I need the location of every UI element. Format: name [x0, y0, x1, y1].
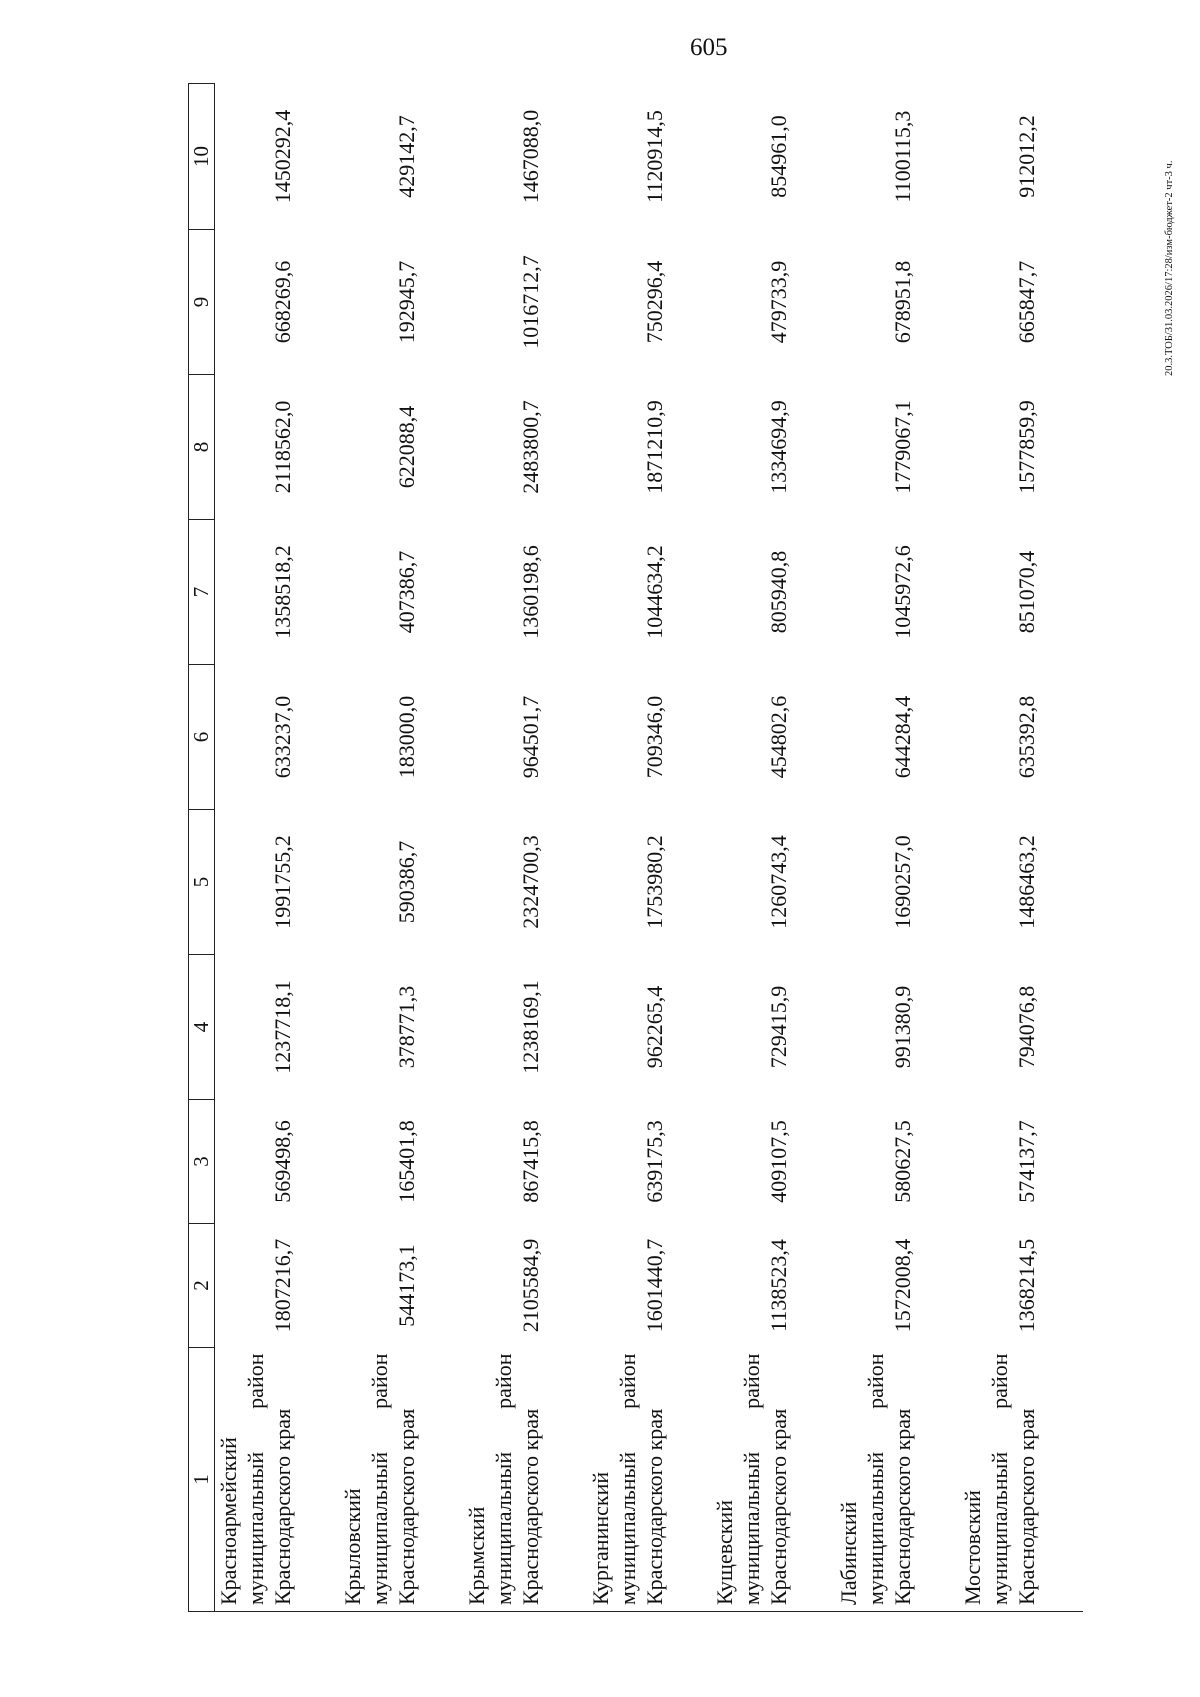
- value-cell: 668269,6: [270, 260, 295, 344]
- value-cell: 1360198,6: [518, 545, 543, 639]
- value-cell: 165401,8: [394, 1120, 419, 1203]
- value-cell: 1100115,3: [890, 110, 915, 203]
- page-number: 605: [690, 34, 728, 61]
- region-name-cell: Лабинский муниципальный район Краснодарского края: [835, 1348, 959, 1612]
- value-cell: 2118562,0: [270, 400, 295, 494]
- value-cell: 1358518,2: [270, 545, 295, 639]
- value-cell: 569498,6: [270, 1120, 295, 1203]
- value-cell: 1601440,7: [642, 1238, 667, 1333]
- header-cell: 7: [189, 520, 215, 665]
- value-cell: 544173,1: [394, 1244, 419, 1327]
- table-row: [835, 84, 959, 1612]
- header-cell: 2: [189, 1224, 215, 1348]
- value-cell: 1779067,1: [890, 400, 915, 494]
- value-cell: 580627,5: [890, 1120, 915, 1203]
- value-cell: 665847,7: [1014, 260, 1039, 344]
- value-cell: 574137,7: [1014, 1120, 1039, 1203]
- table-row: [339, 84, 463, 1612]
- value-cell: 678951,8: [890, 260, 915, 344]
- document-footer-code: 20.3.ТОБ/31.03.2026/17:28/изм-бюджет-2 чт-3 ч.: [1164, 160, 1175, 376]
- value-cell: 729415,9: [766, 985, 791, 1069]
- value-cell: 429142,7: [394, 115, 419, 198]
- value-cell: 1044634,2: [642, 545, 667, 639]
- value-cell: 2105584,9: [518, 1238, 543, 1333]
- table-row: [959, 84, 1083, 1612]
- value-cell: 1334694,9: [766, 400, 791, 494]
- value-cell: 644284,4: [890, 695, 915, 779]
- value-cell: 1577859,9: [1014, 400, 1039, 494]
- value-cell: 794076,8: [1014, 985, 1039, 1069]
- region-name-cell: Красноармейский муниципальный район Краснодарского края: [215, 1348, 340, 1612]
- value-cell: 854961,0: [766, 115, 791, 198]
- budget-table: [188, 83, 1083, 1612]
- value-cell: 1016712,7: [518, 255, 543, 349]
- value-cell: 867415,8: [518, 1120, 543, 1203]
- value-cell: 1368214,5: [1014, 1238, 1039, 1333]
- value-cell: 1260743,4: [766, 835, 791, 929]
- value-cell: 378771,3: [394, 985, 419, 1069]
- value-cell: 1467088,0: [518, 109, 543, 204]
- header-cell: 3: [189, 1100, 215, 1224]
- value-cell: 1450292,4: [270, 109, 295, 204]
- region-name-cell: Крыловский муниципальный район Краснодарского края: [339, 1348, 463, 1612]
- value-cell: 2324700,3: [518, 835, 543, 929]
- value-cell: 912012,2: [1014, 115, 1039, 198]
- header-row: [189, 84, 215, 1612]
- value-cell: 635392,8: [1014, 695, 1039, 779]
- value-cell: 622088,4: [394, 405, 419, 489]
- table-row: [215, 84, 340, 1612]
- header-cell: 5: [189, 810, 215, 955]
- value-cell: 991380,9: [890, 985, 915, 1069]
- value-cell: 1138523,4: [766, 1239, 791, 1332]
- region-name-cell: Курганинский муниципальный район Краснодарского края: [587, 1348, 711, 1612]
- table-row: [463, 84, 587, 1612]
- value-cell: 964501,7: [518, 695, 543, 779]
- value-cell: 1807216,7: [270, 1238, 295, 1333]
- value-cell: 1238169,1: [518, 980, 543, 1074]
- value-cell: 1690257,0: [890, 835, 915, 929]
- value-cell: 1572008,4: [890, 1238, 915, 1333]
- value-cell: 639175,3: [642, 1120, 667, 1203]
- value-cell: 479733,9: [766, 260, 791, 344]
- value-cell: 1871210,9: [642, 400, 667, 494]
- header-cell: 10: [189, 84, 215, 230]
- value-cell: 709346,0: [642, 695, 667, 779]
- region-name-cell: Мостовский муниципальный район Краснодарского края: [959, 1348, 1083, 1612]
- header-cell: 4: [189, 955, 215, 1100]
- value-cell: 590386,7: [394, 840, 419, 924]
- value-cell: 805940,8: [766, 550, 791, 634]
- region-name-cell: Кущевский муниципальный район Краснодарского края: [711, 1348, 835, 1612]
- value-cell: 1045972,6: [890, 545, 915, 639]
- value-cell: 1120914,5: [642, 110, 667, 203]
- header-cell: 1: [189, 1348, 215, 1612]
- table-row: [711, 84, 835, 1612]
- rotated-table-container: [188, 84, 1148, 1612]
- value-cell: 962265,4: [642, 985, 667, 1069]
- header-cell: 9: [189, 230, 215, 375]
- value-cell: 851070,4: [1014, 550, 1039, 634]
- value-cell: 183000,0: [394, 695, 419, 779]
- value-cell: 454802,6: [766, 695, 791, 779]
- value-cell: 633237,0: [270, 695, 295, 779]
- value-cell: 192945,7: [394, 260, 419, 344]
- value-cell: 1753980,2: [642, 835, 667, 929]
- header-cell: 8: [189, 375, 215, 520]
- value-cell: 409107,5: [766, 1120, 791, 1203]
- header-cell: 6: [189, 665, 215, 810]
- value-cell: 407386,7: [394, 550, 419, 634]
- table-row: [587, 84, 711, 1612]
- value-cell: 2483800,7: [518, 400, 543, 494]
- value-cell: 750296,4: [642, 260, 667, 344]
- region-name-cell: Крымский муниципальный район Краснодарского края: [463, 1348, 587, 1612]
- value-cell: 1237718,1: [270, 980, 295, 1074]
- value-cell: 1486463,2: [1014, 835, 1039, 929]
- value-cell: 1991755,2: [270, 835, 295, 929]
